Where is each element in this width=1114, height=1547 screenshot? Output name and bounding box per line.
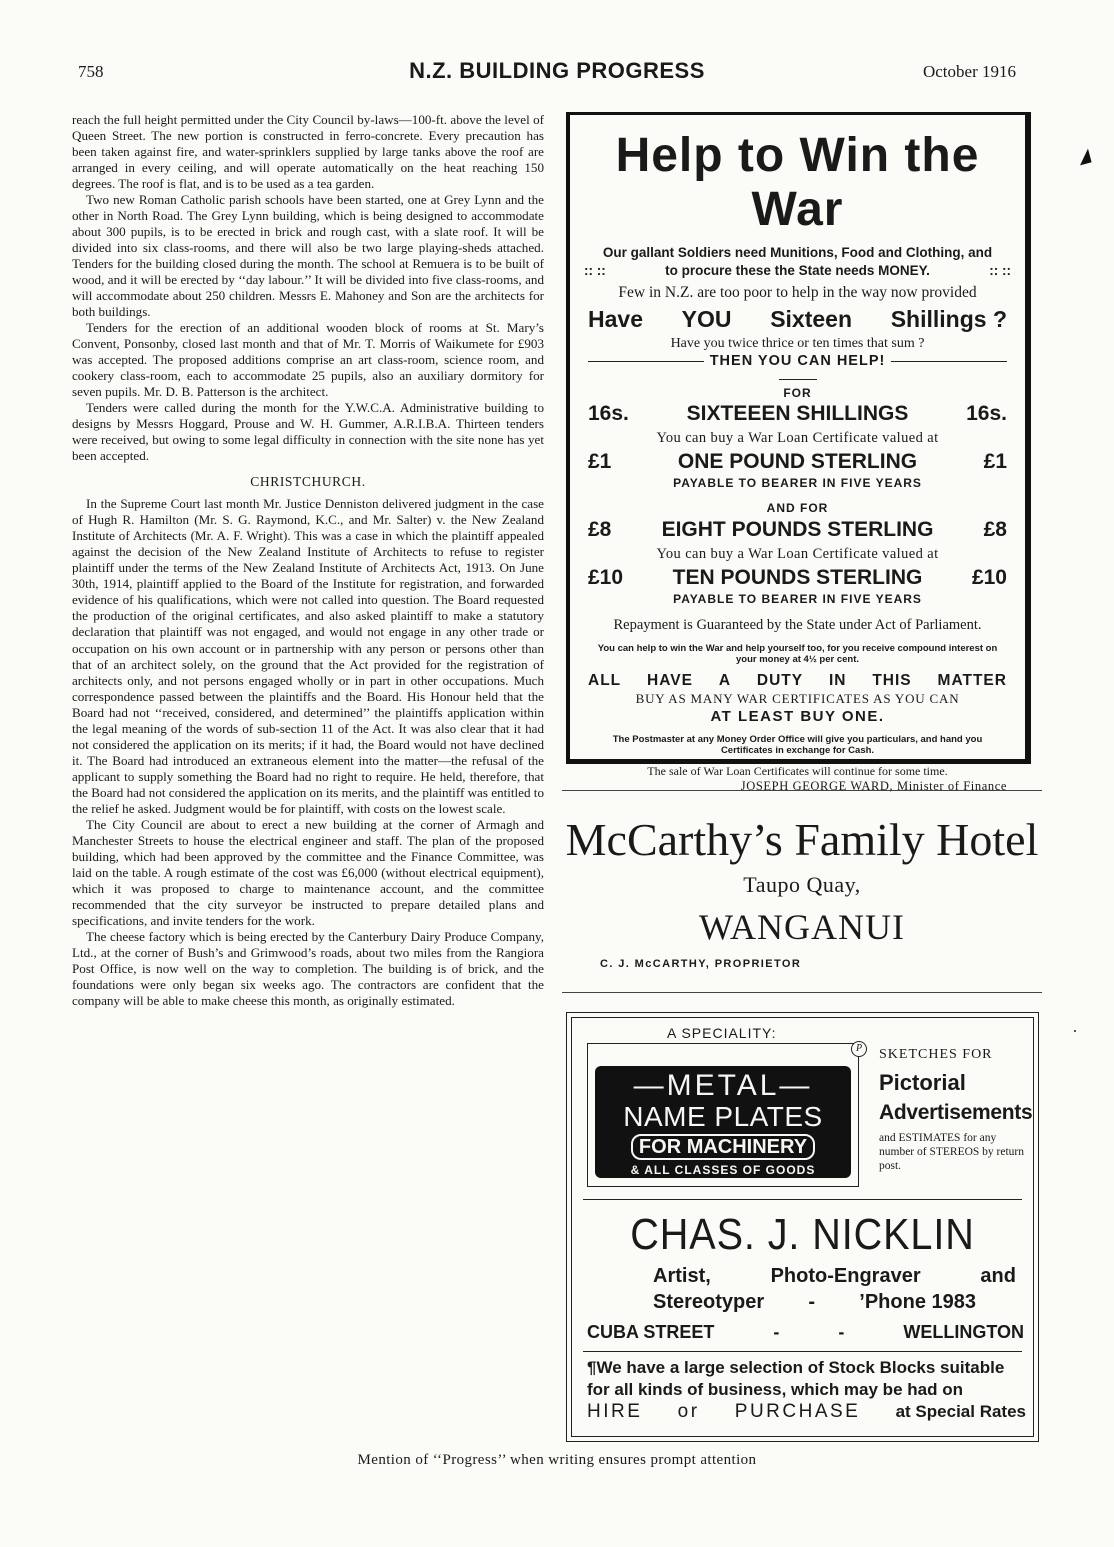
- signatory: JOSEPH GEORGE WARD, Minister of Finance: [740, 779, 1007, 793]
- for-text: FOR: [783, 386, 812, 400]
- divider: [562, 992, 1042, 993]
- amount-words: SIXTEEEN SHILLINGS: [686, 402, 909, 425]
- divider: [562, 790, 1042, 791]
- word: WELLINGTON: [903, 1322, 1024, 1342]
- war-ad-twice-line: Have you twice thrice or ten times that sum ?: [670, 336, 925, 351]
- war-ad-line: Our gallant Soldiers need Munitions, Food and Clothing, and: [602, 245, 993, 260]
- word: and: [980, 1265, 1016, 1287]
- metal-plate: [595, 1066, 851, 1178]
- word: -: [838, 1322, 845, 1342]
- word: Shillings ?: [890, 306, 1007, 332]
- margin-mark: [1074, 1030, 1076, 1032]
- address-line: [587, 1319, 1024, 1345]
- hotel-proprietor: C. J. McCARTHY, PROPRIETOR: [600, 958, 802, 970]
- divider: [588, 361, 704, 362]
- amount-left: £10: [588, 566, 624, 589]
- article-paragraph: Tenders for the erection of an additional wooden block of rooms at St. Mary’s Convent, Ponsonby, closed last month and that of Mr. T. Morris of Waikumete for £903 was accepted. The proposed additions comprise an art class-room, science room, and cookery class-room, each to accommodate 25 pupils, also an auxiliary dormitory for seven pupils. Mr. D. B. Patterson is the architect.: [72, 320, 544, 400]
- sale-line: The sale of War Loan Certificates will continue for some time.: [647, 764, 948, 778]
- word: MATTER: [937, 672, 1007, 689]
- word: -: [808, 1291, 816, 1313]
- trade-line: [653, 1263, 1016, 1289]
- and-for: AND FOR: [766, 501, 829, 515]
- word: PURCHASE: [734, 1401, 861, 1422]
- war-ad-money-line: [570, 262, 1025, 280]
- word: -: [773, 1322, 780, 1342]
- stock-blocks-text: [587, 1357, 1026, 1423]
- payable-line: PAYABLE TO BEARER IN FIVE YEARS: [673, 592, 922, 606]
- issue-date: October 1916: [922, 62, 1016, 81]
- plate-text: NAME PLATES: [623, 1101, 823, 1132]
- page-number: 758: [78, 62, 104, 81]
- buy-as-many-line: BUY AS MANY WAR CERTIFICATES AS YOU CAN: [635, 691, 960, 706]
- pictorial-label: Pictorial: [879, 1070, 966, 1095]
- word: DUTY: [756, 672, 804, 689]
- article-paragraph: Two new Roman Catholic parish schools have been started, one at Grey Lynn and the other in North Road. The Grey Lynn building, which is being designed to accommodate about 300 pupils, is to be erected in brick and rough cast, with a slate roof. It will be divided into six class-rooms, and there will also be two large playing-sheds attached. Tenders for the building closed during the month. The school at Remuera is to be built of wood, and it will be erected by ‘‘day labour.’’ It will be divided into five class-rooms, and will accommodate about 250 children. Messrs E. Mahoney and Son are the architects for both buildings.: [72, 192, 544, 320]
- plate-text: & ALL CLASSES OF GOODS: [630, 1163, 816, 1177]
- word: ’Phone 1983: [859, 1291, 976, 1313]
- amount-right: 16s.: [966, 402, 1007, 425]
- amount-row-10-pounds: [570, 564, 1025, 592]
- article-paragraph: The cheese factory which is being erected by the Canterbury Dairy Produce Company, Ltd., at the corner of Bush’s and Grimwood’s roads, about two miles from the Rangiora Post Office, is now well on the way to completion. The building is of brick, and the foundations were only began six weeks ago. The contractors are confident that the company will be able to make cheese this month, as originally estimated.: [72, 928, 544, 1008]
- nicklin-advertisement: [566, 1012, 1039, 1442]
- masthead: N.Z. BUILDING PROGRESS: [409, 58, 705, 83]
- speciality-label: A SPECIALITY:: [667, 1025, 777, 1041]
- article-paragraph: The City Council are about to erect a new building at the corner of Armagh and Manchester Streets to house the electrical engineer and staff. The plan of the proposed building, which had been approved by the committee and the Finance Committee, was laid on the table. A rough estimate of the cost was £6,000 (without electrical equipment), which it was proposed to charge to maintenance account, and the committee recommended that the city surveyor be instructed to prepare detailed plans and specifications, and invite tenders for the work.: [72, 816, 544, 928]
- word: Sixteen: [770, 306, 853, 332]
- word: THIS: [872, 672, 912, 689]
- amount-right: £1: [983, 450, 1007, 473]
- hotel-city: WANGANUI: [699, 907, 905, 947]
- amount-row-16s: [570, 400, 1025, 428]
- word: Stereotyper: [653, 1291, 765, 1313]
- hire-purchase-line: [587, 1401, 1026, 1423]
- plate-text: —METAL—: [633, 1069, 813, 1102]
- buy-line: You can buy a War Loan Certificate valued at: [656, 430, 939, 446]
- word: CUBA STREET: [587, 1322, 715, 1342]
- amount-row-1-pound: [570, 448, 1025, 476]
- war-loan-advertisement: [566, 112, 1031, 793]
- sketches-label: SKETCHES FOR: [879, 1047, 993, 1062]
- word: Photo-Engraver: [770, 1265, 921, 1287]
- amount-words: ONE POUND STERLING: [677, 450, 918, 473]
- amount-right: £8: [983, 518, 1007, 541]
- divider: [583, 1199, 1022, 1200]
- plate-mark: P: [851, 1041, 867, 1057]
- article-paragraph: Tenders were called during the month for the Y.W.C.A. Administrative building to designs by Messrs Hoggard, Prouse and W. H. Gummer, A.R.I.B.A. Thirteen tenders were received, but owing to some legal difficulty in connection with the site none has yet been accepted.: [72, 400, 544, 464]
- help-line: You can help to win the War and help yourself too, for you receive compound interest on your money at 4½ per cent.: [597, 643, 998, 665]
- war-ad-have-line: [570, 304, 1025, 334]
- estimates-text: and ESTIMATES for any number of STEREOS by return post.: [879, 1132, 1025, 1172]
- war-ad-few-line: Few in N.Z. are too poor to help in the way now provided: [618, 284, 977, 301]
- footer-note: Mention of ‘‘Progress’’ when writing ensures prompt attention: [357, 1452, 757, 1468]
- amount-left: 16s.: [588, 402, 629, 425]
- amount-row-8-pounds: [570, 516, 1025, 544]
- business-name: CHAS. J. NICKLIN: [630, 1210, 975, 1259]
- word: YOU: [681, 306, 732, 332]
- repayment-line: Repayment is Guaranteed by the State under Act of Parliament.: [613, 617, 982, 633]
- buy-line: You can buy a War Loan Certificate valued at: [656, 546, 939, 562]
- amount-left: £8: [588, 518, 612, 541]
- trade-phone-line: [653, 1289, 976, 1315]
- amount-words: EIGHT POUNDS STERLING: [661, 518, 934, 541]
- war-ad-then-line: [570, 353, 1025, 369]
- duty-line: [570, 671, 1025, 691]
- word: HAVE: [647, 672, 693, 689]
- amount-left: £1: [588, 450, 612, 473]
- ornament: :: ::: [989, 263, 1011, 278]
- postmaster-line: The Postmaster at any Money Order Office will give you particulars, and hand you Certificates in exchange for Cash.: [612, 734, 983, 756]
- war-ad-line: to procure these the State needs MONEY.: [665, 263, 930, 278]
- divider: [779, 379, 817, 380]
- word: ALL: [588, 672, 622, 689]
- advertisements-label: Advertisements: [879, 1101, 1033, 1124]
- ornament: :: ::: [584, 263, 606, 278]
- page-marker-icon: [1076, 149, 1091, 166]
- war-ad-for: [570, 379, 1025, 400]
- word: Artist,: [653, 1265, 711, 1287]
- war-ad-title: Help to Win the War: [615, 129, 980, 236]
- name-plate-illustration: [587, 1043, 859, 1187]
- then-text: THEN YOU CAN HELP!: [709, 353, 886, 369]
- divider: [891, 361, 1007, 362]
- article-paragraph: reach the full height permitted under the City Council by-laws—100-ft. above the level of Queen Street. The new portion is constructed in ferro-concrete. Every precaution has been taken against fire, and water-sprinklers supplied by large tanks above the roof are arranged in every ceiling, and will operate automatically on the heat reaching 150 degrees. The roof is flat, and is to be used as a tea garden.: [72, 112, 544, 192]
- amount-words: TEN POUNDS STERLING: [672, 566, 923, 589]
- word: HIRE: [587, 1401, 643, 1422]
- word: Have: [588, 306, 643, 332]
- at-least-line: AT LEAST BUY ONE.: [710, 708, 885, 725]
- word: IN: [828, 672, 847, 689]
- word: at Special Rates: [895, 1402, 1026, 1421]
- section-heading: CHRISTCHURCH.: [250, 474, 366, 490]
- article-column: [72, 112, 544, 1009]
- amount-right: £10: [971, 566, 1007, 589]
- article-paragraph: In the Supreme Court last month Mr. Justice Denniston delivered judgment in the case of Hugh R. Hamilton (Mr. S. G. Raymond, K.C., and Mr. Salter) v. the New Zealand Institute of Architects (Mr. A. F. Wright). This was a case in which the plaintiff appealed against the decision of the New Zealand Institute of Architects to refuse to register plaintiff under the terms of the New Zealand Institute of Architects Act, 1913. On June 30th, 1914, plaintiff applied to the Board of the Institute for registration, and forwarded evidence of his qualifications, which were not called into question. The Board requested the production of the original certificates, and also asked plaintiff to make a statutory declaration that plaintiff was not engaged, and would not engage in any other trade or occupation on his own account or in partnership with any person or persons other than that of an architect solely, on the ground that the Act provided for the registration of architects only, and not persons engaged wholly or in part in other occupations. Much correspondence passed between the plaintiffs and the Board. His Honour held that the Board had not ‘‘received, considered, and determined’’ the plaintiffs application within the legal meaning of the words of sub-section 11 of the Act. It was also clear that it had not considered the application on its merits; if it had, the Board would not have declined it. The Board had introduced an extraneous element into the matter—the refusal of the applicant to supply something the Board had no right to require. He held, therefore, that the Board had not considered the application on its merits, and the plaintiff was entitled to the relief he asked. Judgment would be for plaintiff, with costs on the lowest scale.: [72, 496, 544, 816]
- divider: [583, 1351, 1022, 1352]
- plate-text: FOR MACHINERY: [631, 1134, 815, 1160]
- hotel-name: McCarthy’s Family Hotel: [565, 814, 1039, 865]
- word: or: [677, 1401, 700, 1422]
- payable-line: PAYABLE TO BEARER IN FIVE YEARS: [673, 476, 922, 490]
- stock-text: ¶We have a large selection of Stock Blocks suitable for all kinds of business, which may be had on: [587, 1358, 1005, 1399]
- word: A: [718, 672, 732, 689]
- hotel-street: Taupo Quay,: [743, 872, 861, 897]
